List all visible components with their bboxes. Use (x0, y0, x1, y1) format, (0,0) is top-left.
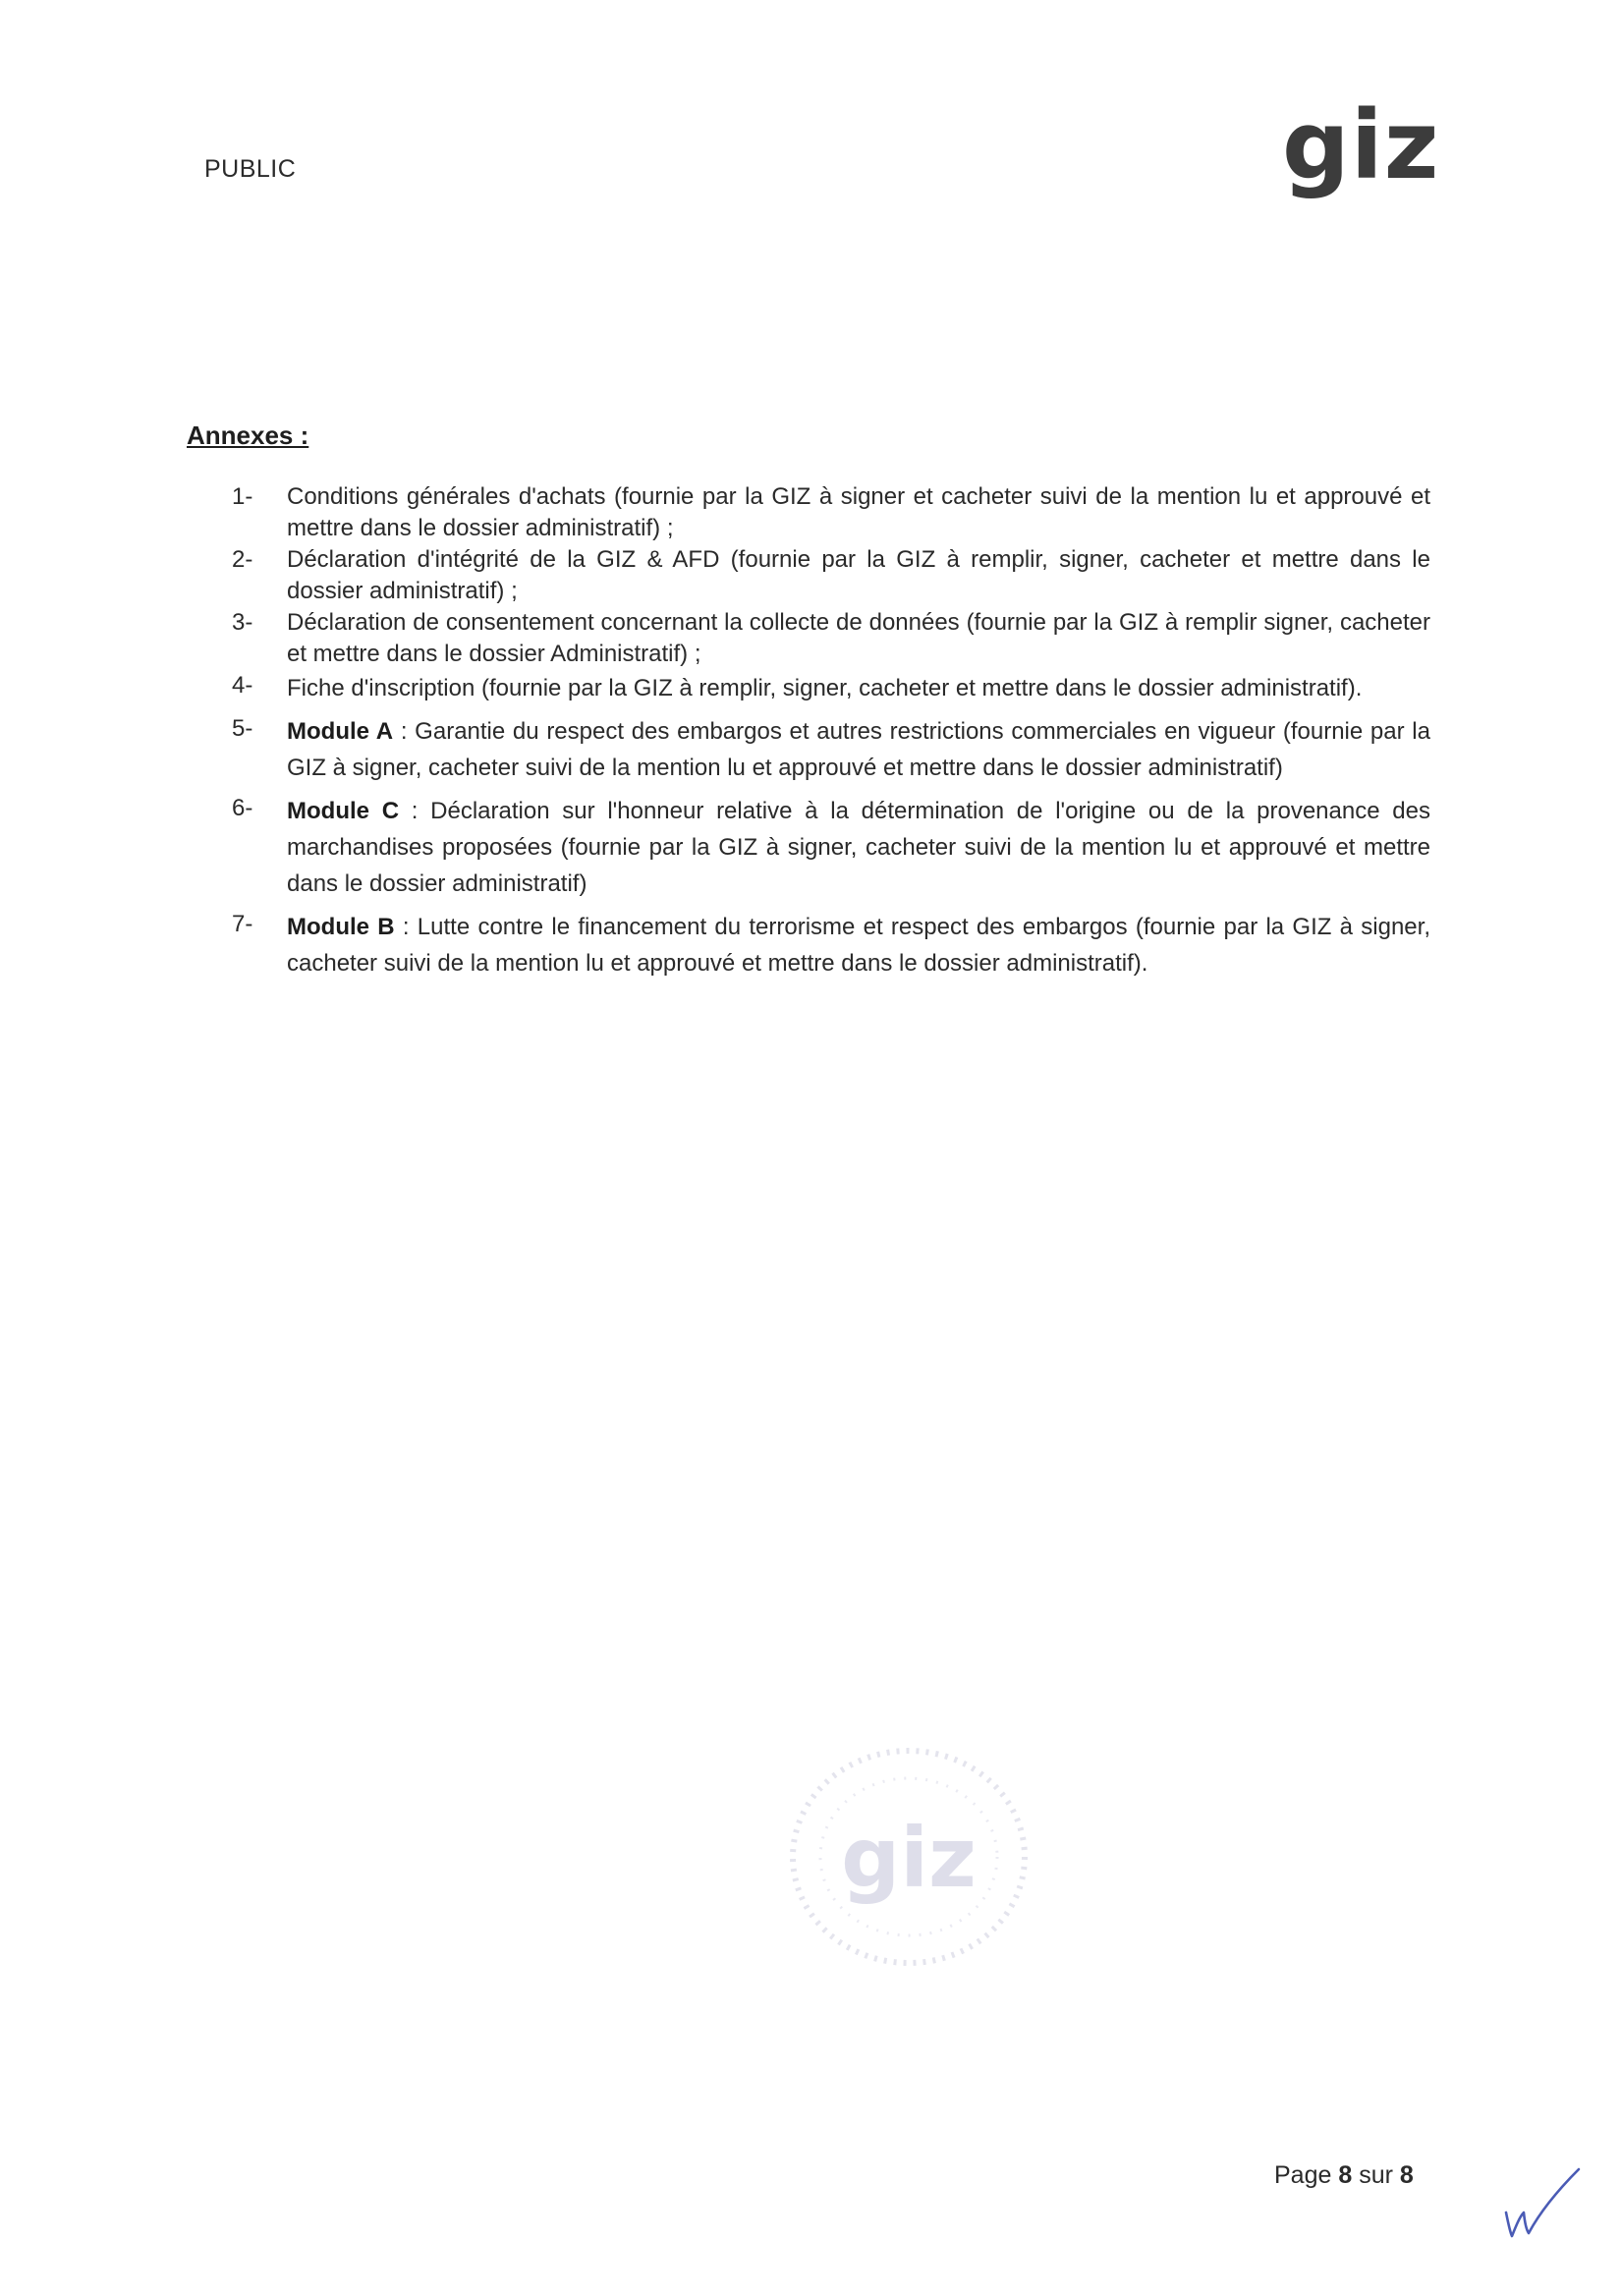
annex-list (232, 481, 1430, 981)
annex-module-label: Module C (287, 798, 400, 824)
annex-text (287, 481, 1430, 544)
classification-label: PUBLIC (204, 155, 297, 183)
annex-description: Fiche d'inscription (fournie par la GIZ à remplir, signer, cacheter et mettre dans le dossier administratif). (287, 675, 1363, 701)
page-prefix: Page (1274, 2161, 1339, 2189)
page-number (1274, 2161, 1414, 2190)
annex-module-label: Module A (287, 718, 394, 745)
annex-description: Conditions générales d'achats (fournie par la GIZ à signer et cacheter suivi de la mention lu et approuvé et mettre dans le dossier administratif) ; (287, 483, 1430, 541)
annex-description: Déclaration d'intégrité de la GIZ & AFD (fournie par la GIZ à remplir, signer, cacheter et mettre dans le dossier administratif) ; (287, 546, 1430, 604)
annex-number: 4- (232, 672, 253, 699)
annex-description: : Déclaration sur l'honneur relative à la détermination de l'origine ou de la provenance des marchandises proposées (fournie par la GIZ à signer, cacheter suivi de la mention lu et approuvé et mettre dans le dossier administratif) (287, 798, 1430, 897)
annex-item-5 (232, 713, 1430, 786)
annex-number: 2- (232, 546, 253, 573)
annexes-heading: Annexes : (187, 420, 309, 450)
annex-number: 3- (232, 609, 253, 636)
page-separator: sur (1352, 2161, 1400, 2189)
signature-initials-icon (1498, 2161, 1587, 2245)
annex-number: 1- (232, 483, 253, 510)
page-current: 8 (1338, 2161, 1353, 2189)
annex-item-2 (232, 544, 1430, 607)
annex-number: 5- (232, 715, 253, 742)
annex-item-7 (232, 909, 1430, 981)
annex-item-6 (232, 793, 1430, 902)
annex-module-label: Module B (287, 914, 395, 940)
annex-number: 6- (232, 795, 253, 821)
annex-text (287, 793, 1430, 902)
faded-stamp-icon (781, 1739, 1036, 1975)
annex-text (287, 713, 1430, 786)
annex-text (287, 909, 1430, 981)
annex-description: : Garantie du respect des embargos et autres restrictions commerciales en vigueur (fournie par la GIZ à signer, cacheter suivi de la mention lu et approuvé et mettre dans le dossier administratif) (287, 718, 1430, 781)
annex-description: Déclaration de consentement concernant la collecte de données (fournie par la GIZ à remplir signer, cacheter et mettre dans le dossier Administratif) ; (287, 609, 1430, 667)
annex-item-4 (232, 670, 1430, 706)
annex-text (287, 670, 1430, 706)
annex-text (287, 544, 1430, 607)
giz-logo: giz (1282, 90, 1440, 200)
annex-number: 7- (232, 911, 253, 937)
stamp-text: giz (841, 1810, 977, 1906)
annex-text (287, 607, 1430, 670)
annex-description: : Lutte contre le financement du terrorisme et respect des embargos (fournie par la GIZ à signer, cacheter suivi de la mention lu et approuvé et mettre dans le dossier administratif). (287, 914, 1430, 977)
annex-item-1 (232, 481, 1430, 544)
annex-item-3 (232, 607, 1430, 670)
page-total: 8 (1399, 2161, 1414, 2189)
